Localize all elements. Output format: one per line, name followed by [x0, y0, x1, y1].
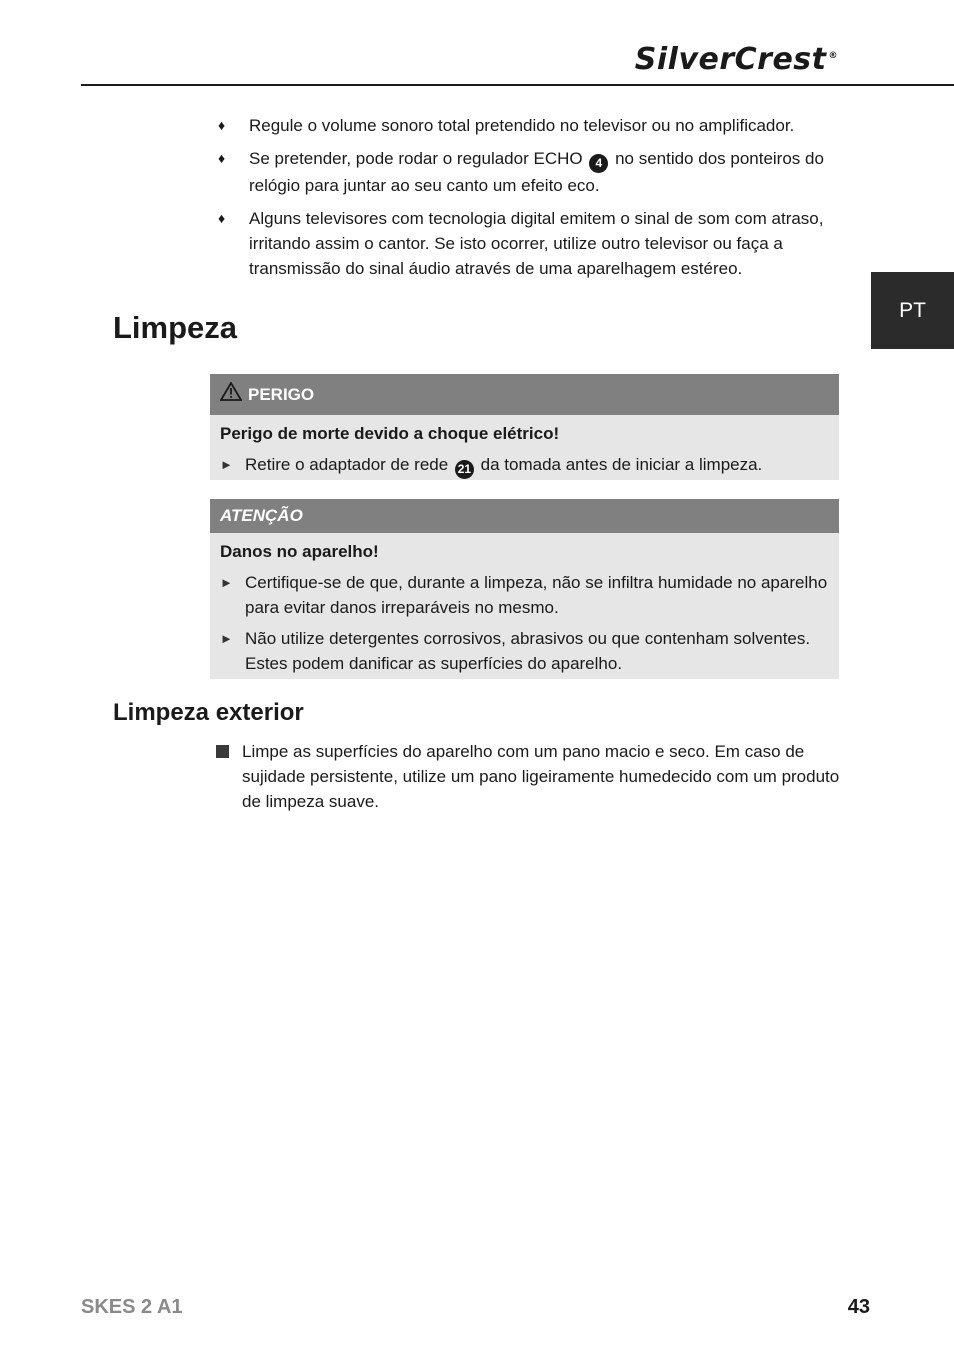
page-number: 43	[847, 1296, 870, 1318]
list-item-text: Limpe as superfícies do aparelho com um pano macio e seco. Em caso de sujidade persistente, utilize um pano ligeiramente humedecido com um produto de limpeza suave.	[242, 742, 840, 811]
square-bullet-icon	[216, 745, 229, 758]
step-text: da tomada antes de iniciar a limpeza.	[480, 455, 763, 474]
danger-box-body	[210, 415, 839, 489]
diamond-bullet-icon: ♦	[218, 150, 226, 166]
attention-box	[210, 499, 839, 679]
footer-model: SKES 2 A1	[81, 1296, 183, 1318]
triangle-bullet-icon: ►	[220, 631, 233, 646]
instruction-step	[220, 626, 829, 676]
step-text: Não utilize detergentes corrosivos, abrasivos ou que contenham solventes. Estes podem danificar as superfícies do aparelho.	[245, 629, 811, 673]
section-title: Limpeza	[113, 310, 238, 345]
diamond-bullet-icon: ♦	[218, 210, 226, 226]
registered-mark: ®	[828, 51, 838, 61]
diamond-bullet-icon: ♦	[218, 117, 226, 133]
reference-number-badge: 21	[455, 460, 474, 479]
header-rule	[81, 84, 954, 86]
list-item	[218, 113, 848, 138]
danger-label: PERIGO	[248, 384, 315, 404]
triangle-bullet-icon: ►	[220, 575, 233, 590]
list-item-text: Se pretender, pode rodar o regulador ECHO	[249, 149, 583, 168]
attention-box-body	[210, 533, 839, 686]
attention-subhead: Danos no aparelho!	[220, 542, 379, 561]
list-item-text: no sentido dos ponteiros do relógio para juntar ao seu canto um efeito eco.	[249, 149, 824, 195]
attention-box-header	[210, 499, 839, 533]
step-text: Retire o adaptador de rede	[245, 455, 449, 474]
instruction-step	[220, 570, 829, 620]
list-item-text: Regule o volume sonoro total pretendido no televisor ou no amplificador.	[249, 116, 795, 135]
language-tab: PT	[871, 272, 954, 349]
reference-number-badge: 4	[589, 154, 608, 173]
danger-box	[210, 374, 839, 480]
step-text: Certifique-se de que, durante a limpeza, não se infiltra humidade no aparelho para evitar danos irreparáveis no mesmo.	[245, 573, 828, 617]
brand-name: SilverCrest	[634, 42, 827, 77]
list-item	[218, 206, 848, 281]
instruction-step	[220, 452, 829, 479]
list-item	[216, 739, 852, 814]
intro-bullet-list	[218, 113, 848, 289]
triangle-bullet-icon: ►	[220, 457, 233, 472]
list-item	[218, 146, 848, 198]
attention-label: ATENÇÃO	[220, 506, 303, 525]
danger-subhead: Perigo de morte devido a choque elétrico!	[220, 424, 560, 443]
brand-logo	[635, 36, 838, 80]
danger-box-header	[210, 374, 839, 415]
list-item-text: Alguns televisores com tecnologia digital emitem o sinal de som com atraso, irritando assim o cantor. Se isto ocorrer, utilize outro televisor ou faça a transmissão do sinal áudio através de uma aparelhagem estéreo.	[249, 209, 824, 278]
subsection-title: Limpeza exterior	[113, 699, 304, 726]
warning-triangle-icon	[220, 382, 242, 407]
